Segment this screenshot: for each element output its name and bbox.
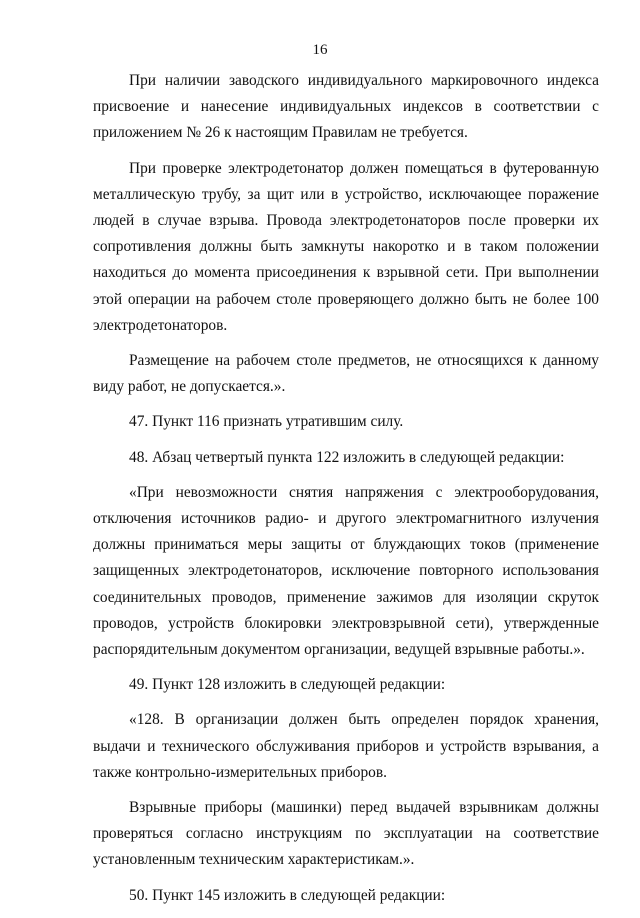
paragraph-detonator-check: При проверке электродетонатор должен помещаться в футерованную металлическую трубу, за щит или в устройство, исключающее поражение людей в случае взрыва. Провода электродетонаторов после проверки их сопротивления должны быть замкнуты накоротко и в таком положении находиться до момента присоединения к взрывной сети. При выполнении этой операции на рабочем столе проверяющего должно быть не более 100 электродетонаторов. — [93, 159, 599, 334]
paragraph-stray-currents: «При невозможности снятия напряжения с электрооборудования, отключения источников радио- и другого электромагнитного излучения должны приниматься меры защиты от блуждающих токов (применение защищенных электродетонаторов, исключение повторного использования соединительных проводов, применение зажимов для изоляции скруток проводов, устройств блокировки электровзрывной сети), утвержденные распорядительным документом организации, ведущей взрывные работы.». — [93, 483, 599, 659]
paragraph-marking-index: При наличии заводского индивидуального маркировочного индекса присвоение и нанесение индивидуальных индексов в соответствии с приложением № 26 к настоящим Правилам не требуется. — [93, 72, 599, 142]
document-body — [93, 68, 599, 918]
paragraph-item-48: 48. Абзац четвертый пункта 122 изложить в следующей редакции: — [129, 448, 565, 466]
page-number: 16 — [312, 42, 328, 58]
paragraph-item-50: 50. Пункт 145 изложить в следующей редакции: — [129, 886, 446, 904]
paragraph-work-table: Размещение на рабочем столе предметов, не относящихся к данному виду работ, не допускается.». — [93, 352, 599, 396]
paragraph-item-49: 49. Пункт 128 изложить в следующей редакции: — [129, 676, 446, 694]
paragraph-blasting-devices: Взрывные приборы (машинки) перед выдачей взрывникам должны проверяться согласно инструкциям по эксплуатации на соответствие установленным техническим характеристикам.». — [93, 799, 599, 869]
paragraph-item-47: 47. Пункт 116 признать утратившим силу. — [129, 413, 404, 431]
paragraph-item-128: «128. В организации должен быть определен порядок хранения, выдачи и технического обслуживания приборов и устройств взрывания, а также контрольно-измерительных приборов. — [93, 711, 599, 781]
